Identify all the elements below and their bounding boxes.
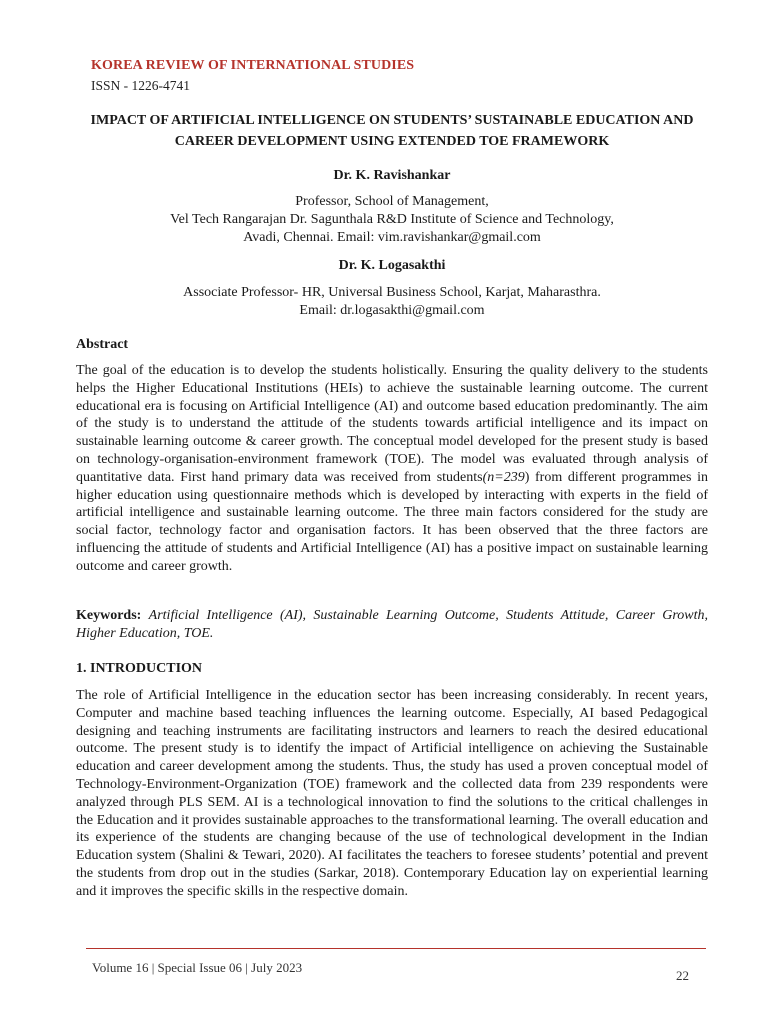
abstract-heading: Abstract: [76, 337, 129, 352]
affiliation-line: Professor, School of Management,: [295, 194, 489, 209]
abstract-text: ) from different programmes in higher education using questionnaire methods which is developed by interacting with experts in the field of artificial intelligence and sustainable learning outcome. The three main factors considered for the study are social factor, technology factor and organisation factors. It has been observed that the three factors are influencing the attitude of students and Artificial Intelligence (AI) has a positive impact on sustainable learning outcome and career growth.: [76, 469, 708, 574]
introduction-heading: 1. INTRODUCTION: [76, 661, 203, 676]
abstract-text: The goal of the education is to develop the students holistically. Ensuring the quality delivery to the students helps the Higher Educational Institutions (HEIs) to achieve the sustainable learning outcome. The current educational era is focusing on Artificial Intelligence (AI) and outcome based education predominantly. The aim of the study is to understand the attitude of the students towards artificial intelligence and its impact on sustainable learning outcome & career growth. The conceptual model developed for the present study is based on technology-organisation-environment framework (TOE). The model was evaluated through analysis of quantitative data. First hand primary data was received from students: [76, 363, 708, 485]
sample-size: (n=239: [482, 469, 525, 485]
author-name: Dr. K. Ravishankar: [333, 168, 451, 183]
author-affiliation: [76, 284, 708, 320]
affiliation-line: Avadi, Chennai. Email: vim.ravishankar@gmail.com: [243, 230, 541, 245]
affiliation-line: Vel Tech Rangarajan Dr. Sagunthala R&D Institute of Science and Technology,: [170, 212, 614, 227]
paper-title: [76, 110, 708, 152]
footer-issue: Volume 16 | Special Issue 06 | July 2023: [92, 960, 303, 975]
page-number: 22: [676, 968, 689, 983]
title-line: CAREER DEVELOPMENT USING EXTENDED TOE FRAMEWORK: [174, 134, 610, 149]
author-name: Dr. K. Logasakthi: [338, 258, 446, 273]
keywords-label: Keywords:: [76, 608, 142, 623]
keywords-text: Artificial Intelligence (AI), Sustainable Learning Outcome, Students Attitude, Career Growth, Higher Education, TOE.: [76, 608, 709, 641]
author-affiliation: [76, 193, 708, 247]
footer-divider: [86, 948, 706, 949]
issn: ISSN - 1226-4741: [91, 78, 191, 93]
journal-name: KOREA REVIEW OF INTERNATIONAL STUDIES: [91, 58, 415, 73]
affiliation-line: Associate Professor- HR, Universal Business School, Karjat, Maharasthra.: [183, 285, 601, 300]
affiliation-line: Email: dr.logasakthi@gmail.com: [299, 303, 485, 318]
abstract-body: [76, 362, 708, 576]
keywords: [76, 607, 708, 643]
introduction-body: The role of Artificial Intelligence in the education sector has been increasing considerably. In recent years, Computer and machine based teaching influences the learning outcome. Especially, AI based Pedagogical designing and teaching instruments are facilitating instructors and learners to reach the desired educational outcome. The present study is to identify the impact of Artificial intelligence on achieving the Sustainable education and career development among the students. Thus, the study has used a proven conceptual model of Technology-Environment-Organization (TOE) framework and the collected data from 239 respondents were analyzed through PLS SEM. AI is a technological innovation to find the solutions to the critical challenges in the Education and it provides sustainable approaches to the transformational learning. The overall education and its experience of the students are changing because of the use of technological development in the Indian Education system (Shalini & Tewari, 2020). AI facilitates the teachers to foresee students’ potential and prevent the students from drop out in the studies (Sarkar, 2018). Contemporary Education lay on experiential learning and it improves the specific skills in the respective domain.: [76, 688, 708, 899]
title-line: IMPACT OF ARTIFICIAL INTELLIGENCE ON STUDENTS’ SUSTAINABLE EDUCATION AND: [90, 113, 694, 128]
